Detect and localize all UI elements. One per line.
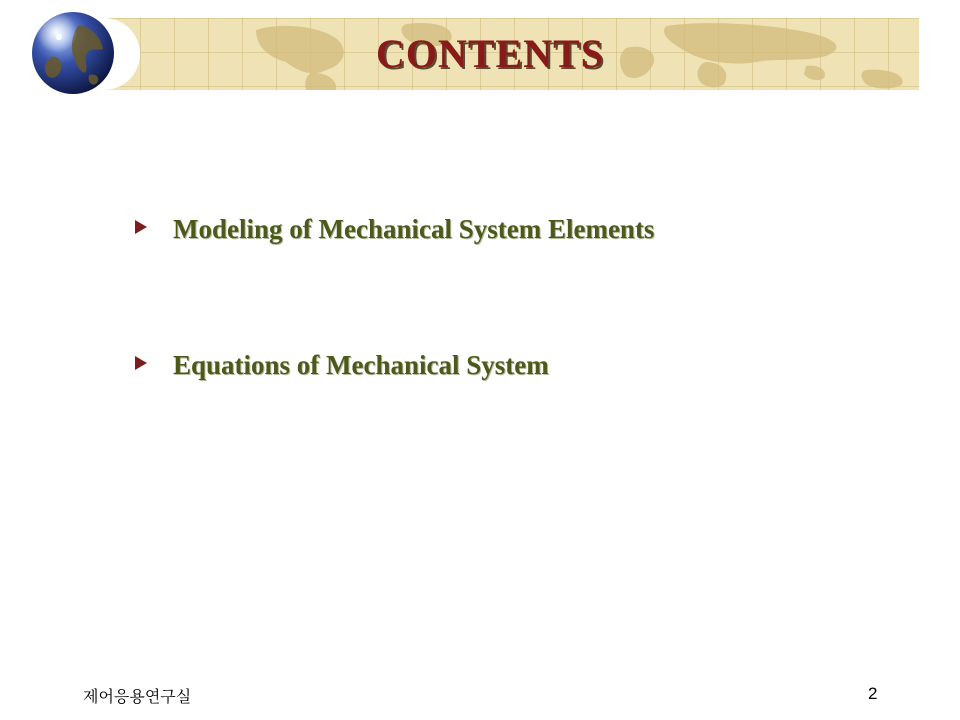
contents-item-label: Equations of Mechanical System — [173, 350, 549, 380]
footer-lab-name: 제어응용연구실 — [83, 687, 192, 706]
triangle-bullet-icon — [135, 220, 147, 234]
contents-item-label: Modeling of Mechanical System Elements — [173, 214, 655, 244]
contents-item-modeling — [135, 214, 654, 245]
contents-item-equations — [135, 350, 549, 381]
slide-number: 2 — [868, 684, 878, 703]
slide-title: CONTENTS — [375, 31, 605, 76]
triangle-bullet-icon — [135, 356, 147, 370]
